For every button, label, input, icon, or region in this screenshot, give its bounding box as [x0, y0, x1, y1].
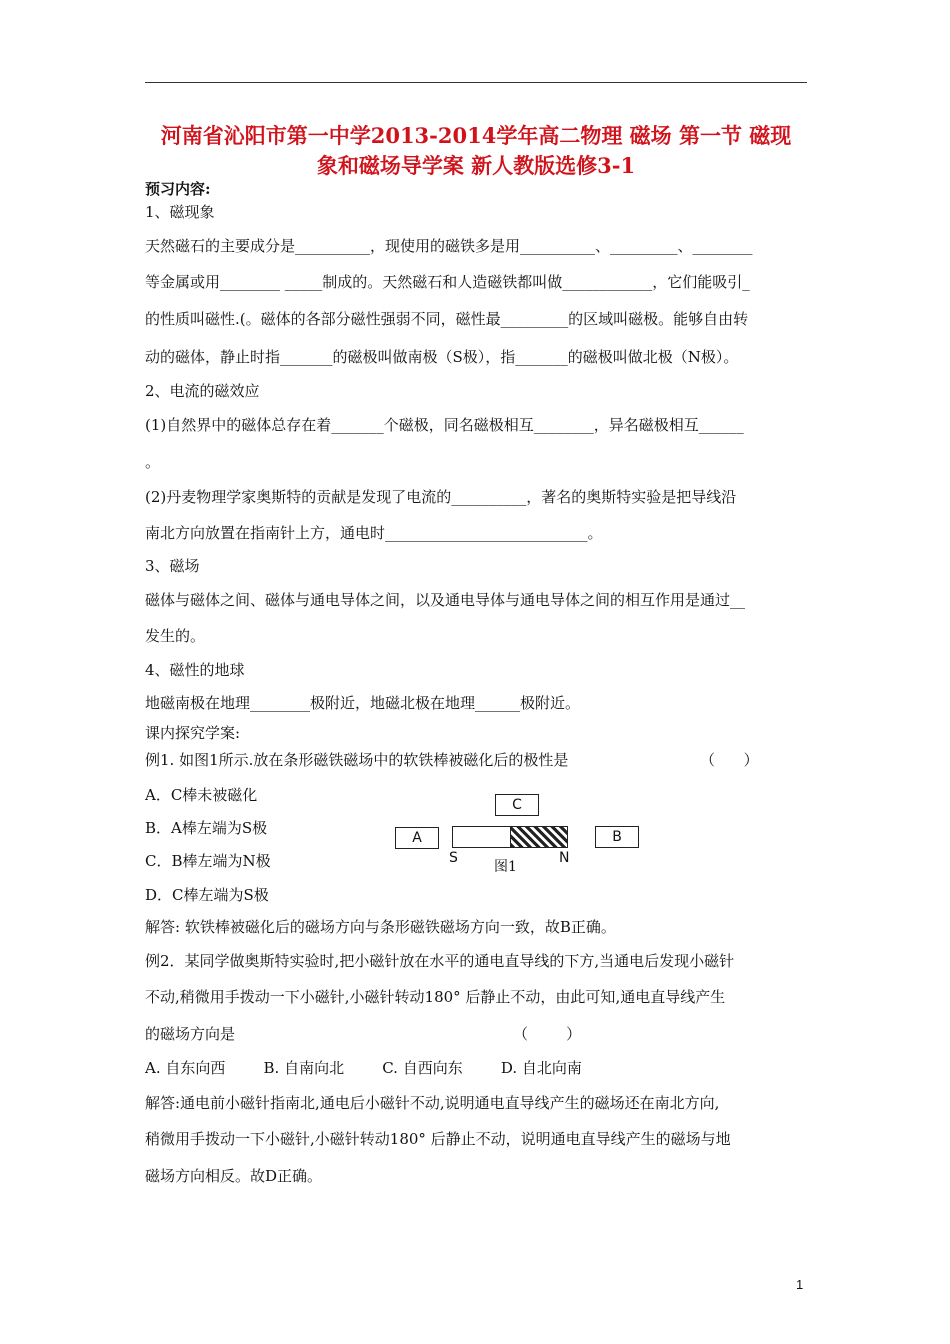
- example-2-question-line1: 例2．某同学做奥斯特实验时,把小磁针放在水平的通电直导线的下方,当通电后发现小磁针: [145, 952, 735, 970]
- text-line: 。: [145, 453, 161, 471]
- section-1-heading: 1、磁现象: [145, 203, 215, 221]
- example-2-answer-bracket: （ ）: [513, 1025, 582, 1043]
- example-2-solution-line3: 磁场方向相反。故D正确。: [145, 1167, 323, 1185]
- header-rule: [145, 82, 807, 83]
- example-2-options: A. 自东向西 B. 自南向北 C. 自西向东 D. 自北向南: [145, 1059, 582, 1077]
- example-2-question-line2: 不动,稍微用手拨动一下小磁针,小磁针转动180° 后静止不动，由此可知,通电直导线产生: [145, 988, 726, 1006]
- iron-bar-b: B: [595, 826, 639, 848]
- text-line: 动的磁体，静止时指_______的磁极叫做南极（S极），指_______的磁极叫做北极（N极）。: [145, 348, 739, 366]
- iron-bar-a: A: [395, 827, 439, 849]
- document-title-line1: 河南省沁阳市第一中学2013-2014学年高二物理 磁场 第一节 磁现: [160, 123, 792, 148]
- example-2-solution-line2: 稍微用手拨动一下小磁针,小磁针转动180° 后静止不动，说明通电直导线产生的磁场与地: [145, 1130, 731, 1148]
- example-2-question-line3: 的磁场方向是: [145, 1025, 236, 1043]
- option-d: D．C棒左端为S极: [145, 886, 269, 904]
- example-1-answer-bracket: （ ）: [700, 751, 759, 769]
- pole-label-n: N: [559, 850, 570, 866]
- text-line: 南北方向放置在指南针上方，通电时___________________________。: [145, 524, 603, 542]
- example-2-solution-line1: 解答:通电前小磁针指南北,通电后小磁针不动,说明通电直导线产生的磁场还在南北方向,: [145, 1094, 720, 1112]
- section-4-heading: 4、磁性的地球: [145, 661, 245, 679]
- document-title-line2: 象和磁场导学案 新人教版选修3-1: [316, 153, 636, 178]
- iron-bar-c: C: [495, 794, 539, 816]
- in-class-heading: 课内探究学案:: [145, 724, 241, 742]
- example-1-question: 例1. 如图1所示.放在条形磁铁磁场中的软铁棒被磁化后的极性是: [145, 751, 569, 769]
- text-line: 发生的。: [145, 627, 206, 645]
- option-c: C．B棒左端为N极: [145, 852, 271, 870]
- bar-magnet-south-half: [452, 826, 512, 848]
- text-line: 地磁南极在地理________极附近，地磁北极在地理______极附近。: [145, 694, 581, 712]
- page-number: 1: [796, 1277, 804, 1292]
- text-line: 天然磁石的主要成分是__________，现使用的磁铁多是用__________、_________、________: [145, 237, 753, 255]
- text-line: (2)丹麦物理学家奥斯特的贡献是发现了电流的__________，著名的奥斯特实验是把导线沿: [145, 488, 737, 506]
- option-b: B．A棒左端为S极: [145, 819, 268, 837]
- section-3-heading: 3、磁场: [145, 557, 200, 575]
- text-line: (1)自然界中的磁体总存在着_______个磁极，同名磁极相互________，异名磁极相互______: [145, 416, 744, 434]
- pole-label-s: S: [449, 850, 458, 866]
- text-line: 磁体与磁体之间、磁体与通电导体之间，以及通电导体与通电导体之间的相互作用是通过__: [145, 591, 746, 609]
- example-1-solution: 解答: 软铁棒被磁化后的磁场方向与条形磁铁磁场方向一致，故B正确。: [145, 918, 616, 936]
- text-line: 等金属或用________ _____制成的。天然磁石和人造磁铁都叫做____________，它们能吸引_: [145, 273, 750, 291]
- preview-heading: 预习内容:: [145, 180, 211, 198]
- bar-magnet-north-half: [510, 826, 568, 848]
- option-a: A．C棒未被磁化: [145, 786, 258, 804]
- section-2-heading: 2、电流的磁效应: [145, 382, 260, 400]
- text-line: 的性质叫磁性.(。磁体的各部分磁性强弱不同，磁性最_________的区域叫磁极。能够自由转: [145, 310, 749, 328]
- figure-caption: 图1: [494, 859, 517, 875]
